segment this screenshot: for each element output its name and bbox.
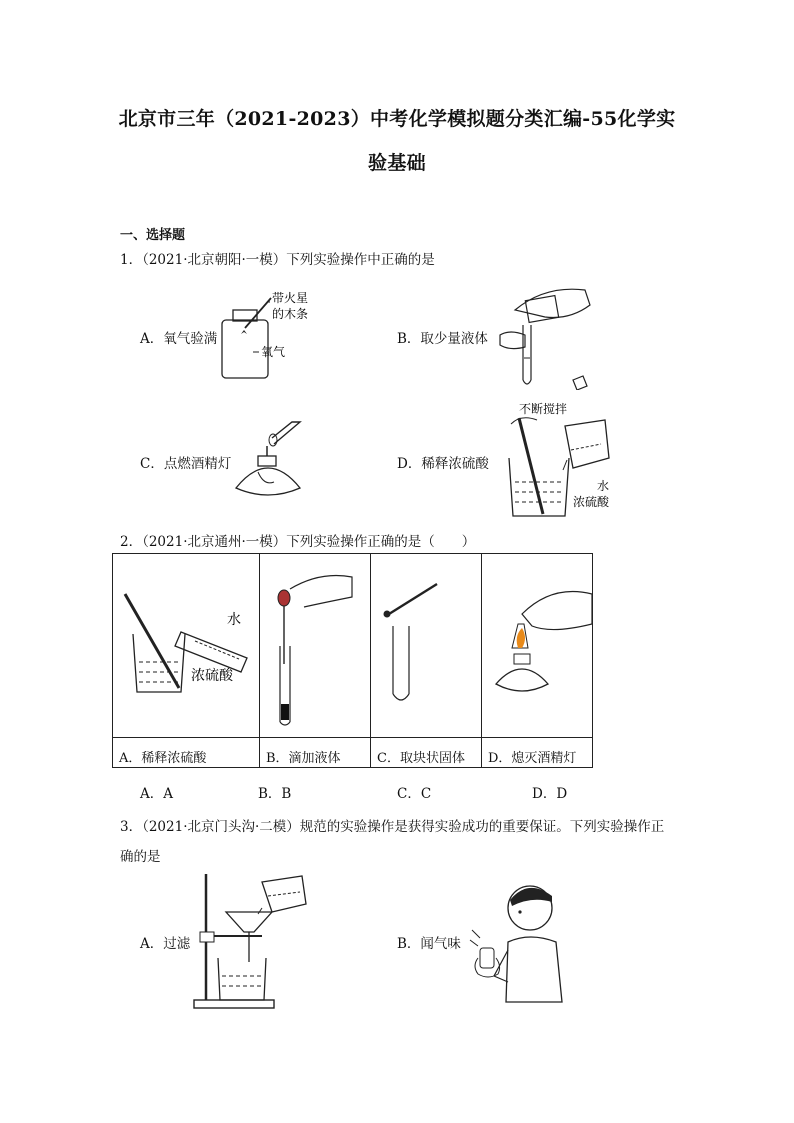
- page-title: 北京市三年（2021-2023）中考化学模拟题分类汇编-55化学实: [118, 108, 676, 130]
- q2-caption-cell-d[interactable]: [482, 738, 593, 768]
- q2-caption-d: D．熄灭酒精灯: [488, 751, 577, 766]
- label-water: 水: [597, 479, 610, 493]
- smell-gas-illustration: [468, 878, 570, 1004]
- q2-options-table: [112, 553, 593, 768]
- section-heading: 一、选择题: [120, 228, 186, 243]
- question-3-stem: 3．（2021·北京门头沟·二模）规范的实验操作是获得实验成功的重要保证。下列实验操作正: [120, 819, 665, 835]
- dilute-acid-cylinder-illustration: [113, 554, 259, 733]
- alcohol-lamp-illustration: [228, 418, 318, 506]
- q2-caption-cell-a[interactable]: [113, 738, 260, 768]
- q2-caption-c: C．取块状固体: [377, 751, 465, 766]
- q2-image-cell-d[interactable]: [482, 554, 593, 738]
- q2-caption-cell-b[interactable]: [260, 738, 371, 768]
- label-water-a: 水: [227, 612, 241, 628]
- q2-caption-cell-c[interactable]: [371, 738, 482, 768]
- dropper-illustration: [260, 554, 370, 733]
- q2-image-cell-c[interactable]: [371, 554, 482, 738]
- oxygen-bottle-illustration: [215, 288, 335, 380]
- q2-answer-d[interactable]: D．D: [532, 786, 568, 802]
- q2-answer-a[interactable]: A．A: [140, 786, 173, 802]
- label-acid: 浓硫酸: [573, 495, 610, 509]
- question-2-stem: 2．（2021·北京通州·一模）下列实验操作正确的是（ ）: [120, 534, 476, 550]
- q1-option-a[interactable]: A．氧气验满: [140, 331, 218, 347]
- q2-answer-c[interactable]: C．C: [397, 786, 432, 802]
- q1-option-c[interactable]: C．点燃酒精灯: [140, 456, 232, 472]
- q1-option-d[interactable]: D．稀释浓硫酸: [397, 456, 489, 472]
- q2-image-cell-a[interactable]: [113, 554, 260, 738]
- label-stir: 不断搅拌: [519, 402, 568, 416]
- q2-image-cell-b[interactable]: [260, 554, 371, 738]
- label-splint-2: 的木条: [272, 307, 309, 321]
- q3-option-a[interactable]: A．过滤: [140, 936, 191, 952]
- q1-option-b[interactable]: B．取少量液体: [397, 331, 488, 347]
- label-splint: 带火星: [272, 291, 309, 305]
- q2-caption-b: B．滴加液体: [266, 751, 341, 766]
- extinguish-lamp-illustration: [482, 554, 592, 733]
- dilute-acid-illustration: [505, 398, 635, 520]
- label-oxygen: 氧气: [261, 345, 286, 359]
- label-acid-a: 浓硫酸: [191, 668, 233, 684]
- question-1-stem: 1．（2021·北京朝阳·一模）下列实验操作中正确的是: [120, 252, 435, 268]
- take-liquid-illustration: [495, 280, 595, 390]
- tweezers-tube-illustration: [371, 554, 481, 733]
- filtration-illustration: [192, 866, 310, 1010]
- q2-caption-a: A．稀释浓硫酸: [119, 751, 207, 766]
- q3-option-b[interactable]: B．闻气味: [397, 936, 461, 952]
- question-3-stem-line2: 确的是: [120, 849, 161, 865]
- page-title-line2: 验基础: [368, 152, 426, 174]
- q2-answer-b[interactable]: B．B: [258, 786, 292, 802]
